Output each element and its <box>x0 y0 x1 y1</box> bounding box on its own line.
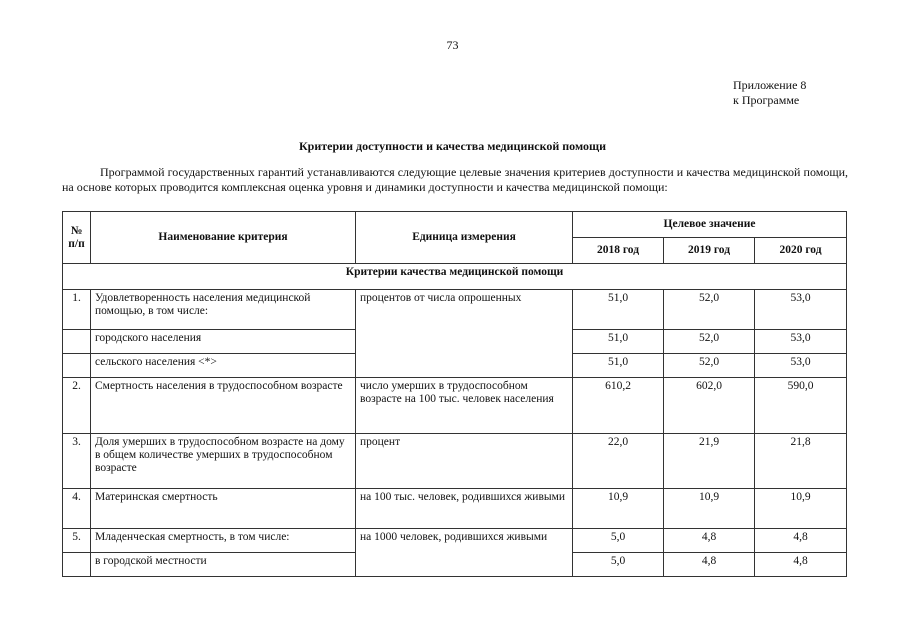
row-criterion-name: сельского населения <*> <box>91 354 356 378</box>
row-num-empty <box>63 330 91 354</box>
row-criterion-name: Смертность населения в трудоспособном возрасте <box>91 378 356 434</box>
table-row <box>63 489 847 529</box>
table-row <box>63 529 847 553</box>
section-quality-criteria: Критерии качества медицинской помощи <box>63 264 847 290</box>
header-criterion-name: Наименование критерия <box>91 212 356 264</box>
row-value-2019: 4,8 <box>664 553 755 577</box>
appendix-line-2: к Программе <box>733 93 800 107</box>
row-value-2019: 602,0 <box>664 378 755 434</box>
row-value-2018: 10,9 <box>573 489 664 529</box>
row-value-2018: 51,0 <box>573 290 664 330</box>
row-value-2019: 52,0 <box>664 330 755 354</box>
row-value-2018: 22,0 <box>573 434 664 489</box>
row-value-2018: 51,0 <box>573 354 664 378</box>
row-unit: процент <box>356 434 573 489</box>
appendix-note <box>733 78 806 108</box>
row-value-2020: 53,0 <box>755 290 847 330</box>
row-unit: число умерших в трудоспособном возрасте на 100 тыс. человек населения <box>356 378 573 434</box>
header-num: № п/п <box>63 212 91 264</box>
criteria-table <box>62 211 847 577</box>
row-criterion-name: в городской местности <box>91 553 356 577</box>
header-unit: Единица измерения <box>356 212 573 264</box>
row-criterion-name: Младенческая смертность, в том числе: <box>91 529 356 553</box>
row-criterion-name: городского населения <box>91 330 356 354</box>
table-row <box>63 434 847 489</box>
row-value-2020: 590,0 <box>755 378 847 434</box>
header-year-2018: 2018 год <box>573 238 664 264</box>
row-num-empty <box>63 553 91 577</box>
row-value-2018: 610,2 <box>573 378 664 434</box>
row-num: 4. <box>63 489 91 529</box>
table-row <box>63 290 847 330</box>
row-value-2018: 51,0 <box>573 330 664 354</box>
intro-paragraph: Программой государственных гарантий устанавливаются следующие целевые значения критериев доступности и качества медицинской помощи, на основе которых проводится комплексная оценка уровня и динамики доступности и качества медицинской помощи: <box>62 165 848 194</box>
row-value-2018: 5,0 <box>573 529 664 553</box>
row-num-empty <box>63 354 91 378</box>
page-number: 73 <box>446 38 459 52</box>
row-num: 1. <box>63 290 91 330</box>
header-year-2019: 2019 год <box>664 238 755 264</box>
document-title: Критерии доступности и качества медицинской помощи <box>298 139 607 153</box>
header-target-value: Целевое значение <box>573 212 847 238</box>
row-unit: на 100 тыс. человек, родившихся живыми <box>356 489 573 529</box>
row-num: 3. <box>63 434 91 489</box>
row-value-2019: 4,8 <box>664 529 755 553</box>
row-num: 5. <box>63 529 91 553</box>
row-value-2020: 4,8 <box>755 553 847 577</box>
row-value-2019: 21,9 <box>664 434 755 489</box>
table-row <box>63 378 847 434</box>
row-value-2020: 53,0 <box>755 354 847 378</box>
row-criterion-name: Доля умерших в трудоспособном возрасте на дому в общем количестве умерших в трудоспособном возрасте <box>91 434 356 489</box>
row-value-2020: 4,8 <box>755 529 847 553</box>
appendix-line-1: Приложение 8 <box>733 78 807 92</box>
row-value-2019: 10,9 <box>664 489 755 529</box>
row-num: 2. <box>63 378 91 434</box>
row-unit: процентов от числа опрошенных <box>356 290 573 378</box>
row-criterion-name: Материнская смертность <box>91 489 356 529</box>
row-value-2020: 21,8 <box>755 434 847 489</box>
row-value-2019: 52,0 <box>664 290 755 330</box>
row-criterion-name: Удовлетворенность населения медицинской помощью, в том числе: <box>91 290 356 330</box>
row-value-2019: 52,0 <box>664 354 755 378</box>
row-value-2020: 53,0 <box>755 330 847 354</box>
row-unit: на 1000 человек, родившихся живыми <box>356 529 573 577</box>
header-year-2020: 2020 год <box>755 238 847 264</box>
row-value-2020: 10,9 <box>755 489 847 529</box>
row-value-2018: 5,0 <box>573 553 664 577</box>
